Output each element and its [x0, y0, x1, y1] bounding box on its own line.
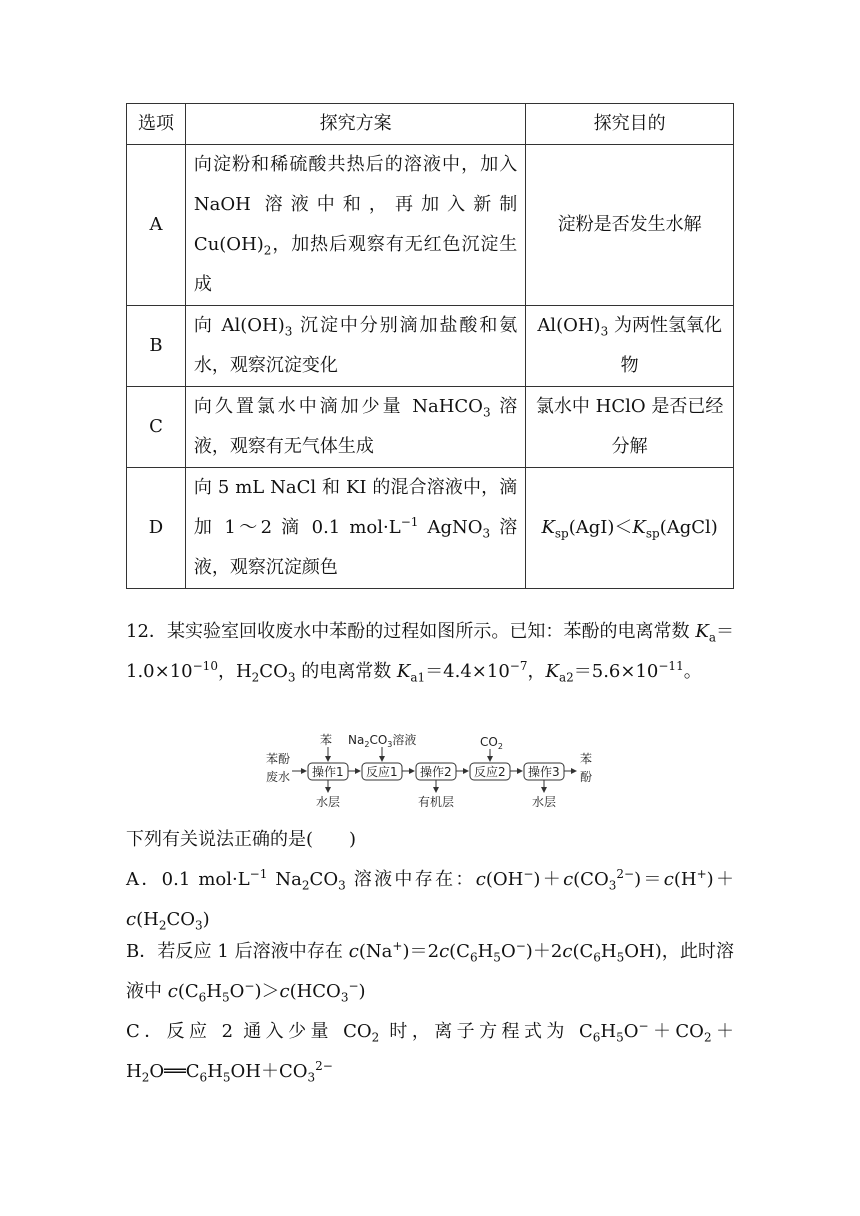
- svg-text:反应2: 反应2: [474, 765, 506, 779]
- table-row: [127, 468, 734, 589]
- flow-step-box: [308, 763, 348, 780]
- row-option: D: [127, 468, 186, 589]
- row-goal: $K_{sp}(AgI)<K_{sp}(AgCl)$: [526, 468, 734, 589]
- flow-reagent-label: $CO_2$: [480, 735, 503, 751]
- table-row: [127, 306, 734, 387]
- svg-text:操作1: 操作1: [312, 765, 344, 779]
- table-row: [127, 387, 734, 468]
- flow-output-layer: 水层: [532, 795, 557, 809]
- flow-output-layer: 有机层: [418, 795, 455, 809]
- row-goal: 淀粉是否发生水解: [526, 145, 734, 306]
- phenol-recovery-flow-diagram: [262, 732, 602, 812]
- header-goal: 探究目的: [526, 104, 734, 145]
- flow-reagent-label: 苯: [320, 733, 333, 747]
- row-plan: 向久置氯水中滴加少量 NaHCO$_3$ 溶液，观察有无气体生成: [185, 387, 525, 468]
- flow-reagent-label: $Na_2CO_3$溶液: [348, 733, 417, 749]
- header-plan: 探究方案: [185, 104, 525, 145]
- flow-input-label: 废水: [266, 770, 291, 784]
- table-header-row: [127, 104, 734, 145]
- svg-text:操作3: 操作3: [528, 765, 560, 779]
- table-row: [127, 145, 734, 306]
- row-goal: 氯水中 HClO 是否已经分解: [526, 387, 734, 468]
- flow-step-box: [416, 763, 456, 780]
- option-c[interactable]: C．反应 2 通入少量 $CO_2$ 时，离子方程式为 $C_6H_5O^-+CO_2+H_2O══C_6H_5OH+CO_3^{2-}$: [126, 1019, 735, 1085]
- flow-input-label: 苯酚: [266, 752, 291, 766]
- flow-output-layer: 水层: [316, 795, 341, 809]
- row-option: A: [127, 145, 186, 306]
- svg-text:操作2: 操作2: [420, 765, 452, 779]
- flow-output-label: 苯: [580, 752, 593, 766]
- experiment-table: [126, 103, 734, 589]
- flow-output-label: 酚: [580, 770, 593, 784]
- row-plan: 向 5 mL NaCl 和 KI 的混合溶液中，滴加 1～2 滴 0.1 $mol\cdot L^{-1}$ AgNO$_3$ 溶液，观察沉淀颜色: [185, 468, 525, 589]
- svg-text:反应1: 反应1: [366, 765, 398, 779]
- question-stem: 12．某实验室回收废水中苯酚的过程如图所示。已知：苯酚的电离常数 $K_a=1.0\times 10^{-10}$，$H_2CO_3$ 的电离常数 $K_{a1}=4.4\times 10^{-7}$，$K_{a2}=5.6\times 10^{-11}$。: [126, 621, 735, 685]
- flow-step-box: [362, 763, 402, 780]
- row-plan: 向淀粉和稀硫酸共热后的溶液中，加入 NaOH 溶液中和，再加入新制 $Cu(OH)_2$，加热后观察有无红色沉淀生成: [185, 145, 525, 306]
- flow-step-box: [524, 763, 564, 780]
- row-option: C: [127, 387, 186, 468]
- flow-step-box: [470, 763, 510, 780]
- row-goal: $Al(OH)_3$ 为两性氢氧化物: [526, 306, 734, 387]
- question-prompt: 下列有关说法正确的是( ): [126, 829, 357, 850]
- option-b[interactable]: B．若反应 1 后溶液中存在 $c(Na^+)=2c(C_6H_5O^-)+2c(C_6H_5OH)$，此时溶液中 $c(C_6H_5O^-)>c(HCO_3^-)$: [126, 939, 734, 1005]
- option-a[interactable]: A．0.1 $mol\cdot L^{-1}$ $Na_2CO_3$ 溶液中存在：$c(OH^-)+c(CO_3^{2-})=c(H^+)+c(H_2CO_3)$: [126, 867, 734, 933]
- row-plan: 向 $Al(OH)_3$ 沉淀中分别滴加盐酸和氨水，观察沉淀变化: [185, 306, 525, 387]
- header-option: 选项: [127, 104, 186, 145]
- row-option: B: [127, 306, 186, 387]
